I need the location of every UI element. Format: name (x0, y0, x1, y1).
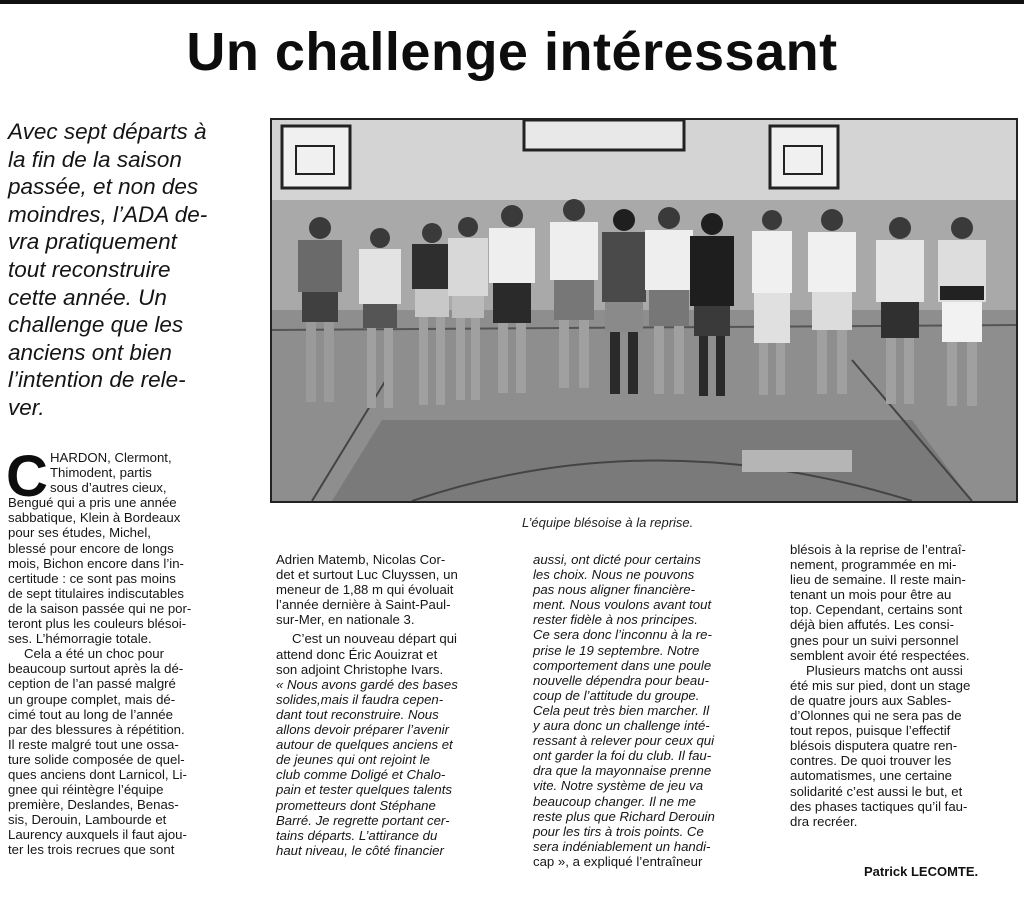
top-rule (0, 0, 1024, 4)
column-line: ment. Nous voulons avant tout (533, 597, 712, 613)
column-line: ception de l’an passé malgré (8, 676, 176, 692)
column-line: tains départs. L’attirance du (276, 827, 438, 843)
column-line: comportement dans une poule (533, 657, 712, 673)
article-intro (8, 118, 258, 422)
intro-line: cette année. Un (8, 284, 167, 310)
column-line: vite. Notre système de jeu va (533, 778, 704, 794)
column-line: pour ses études, Michel, (8, 525, 151, 541)
column-line: prise le 19 septembre. Notre (533, 642, 700, 658)
intro-line: passée, et non des (8, 174, 199, 200)
drop-cap: C (6, 444, 48, 509)
intro-line: challenge que les (8, 312, 184, 338)
intro-line: tout reconstruire (8, 256, 171, 282)
column-line: Ce sera donc l’inconnu à la re- (533, 627, 712, 643)
column-line: haut niveau, le côté financier (276, 842, 444, 858)
column-line: sous d’autres cieux, (50, 480, 167, 496)
column-line: Il reste malgré tout une ossa- (8, 736, 179, 752)
column-line: cap », a expliqué l’entraîneur (533, 853, 703, 869)
column-line: reste plus que Richard Derouin (533, 808, 715, 824)
column-line: attend donc Éric Aouizrat et (276, 646, 438, 662)
photo-caption: L’équipe blésoise à la reprise. (522, 515, 694, 530)
column-line: cimé tout au long de l’année (8, 706, 173, 722)
column-line: « Nous avons gardé des bases (276, 676, 458, 692)
column-line: y aura donc un challenge inté- (533, 718, 710, 734)
column-line: tout repos, puisque l’effectif (790, 723, 951, 739)
column-line: première, Deslandes, Benas- (8, 797, 179, 813)
column-line: pas nous aligner financière- (533, 582, 696, 598)
column-line: de quatre jours aux Sables- (790, 692, 952, 708)
intro-line: l’intention de rele- (8, 367, 186, 393)
column-line: C’est un nouveau départ qui (292, 631, 457, 647)
intro-line: vra pratiquement (8, 229, 177, 255)
column-line: dra recréer. (790, 813, 858, 829)
column-line: de jeunes qui ont rejoint le (276, 752, 430, 768)
column-line: teront plus les couleurs blésoi- (8, 616, 187, 632)
column-line: solidarité c’est aussi le but, et (790, 783, 963, 799)
text-column-2 (276, 552, 516, 858)
author-signature: Patrick LECOMTE. (864, 864, 979, 879)
column-line: gnes pour un suivi personnel (790, 632, 959, 648)
column-line: nement, programmée en mi- (790, 557, 957, 573)
column-line: contres. De quoi trouver les (790, 753, 952, 769)
intro-line: anciens ont bien (8, 339, 172, 365)
column-line: sera indéniablement un handi- (533, 838, 711, 854)
column-line: det et surtout Luc Cluyssen, un (276, 567, 458, 583)
column-line: sur-Mer, en nationale 3. (276, 612, 415, 628)
column-line: un groupe complet, mais dé- (8, 691, 176, 707)
column-line: lieu de semaine. Il reste main- (790, 572, 966, 588)
column-line: top. Cependant, certains sont (790, 602, 963, 618)
column-line: son adjoint Christophe Ivars. (276, 661, 444, 677)
column-line: automatismes, une certaine (790, 768, 952, 784)
intro-line: ver. (8, 394, 45, 420)
column-line: Cela peut très bien marcher. Il (533, 702, 710, 718)
column-line: Thimodent, partis (50, 465, 152, 481)
text-column-1 (6, 444, 260, 858)
column-line: coup de l’attitude du groupe. (533, 687, 700, 703)
column-line: de la saison passée qui ne por- (8, 600, 192, 616)
column-line: Plusieurs matchs ont aussi (806, 662, 963, 678)
column-line: été mis sur pied, dont un stage (790, 677, 971, 693)
column-line: beaucoup changer. Il ne me (533, 793, 697, 809)
column-line: déjà bien affutés. Les consi- (790, 617, 954, 633)
column-line: tenant un mois pour être au (790, 587, 952, 603)
text-column-4 (790, 542, 1018, 829)
column-line: ques anciens dont Larnicol, Li- (8, 766, 187, 782)
column-line: dant tout reconstruire. Nous (276, 706, 439, 722)
text-column-3 (533, 552, 773, 869)
article-title: Un challenge intéressant (186, 22, 838, 82)
column-line: des phases tactiques qu’il fau- (790, 798, 968, 814)
column-line: club comme Doligé et Chalo- (276, 767, 446, 783)
column-line: meneur de 1,88 m qui évoluait (276, 582, 454, 598)
column-line: blésois disputera quatre ren- (790, 738, 958, 754)
column-line: Cela a été un choc pour (24, 646, 165, 662)
column-line: ressant à relever pour ceux qui (533, 733, 715, 749)
column-line: Barré. Je regrette portant cer- (276, 812, 450, 828)
column-line: ter les trois recrues que sont (8, 842, 175, 858)
column-line: d’Olonnes qui ne sera pas de (790, 708, 962, 724)
column-line: pain et tester quelques talents (276, 782, 452, 798)
intro-line: la fin de la saison (8, 146, 182, 172)
column-line: allons devoir préparer l’avenir (276, 722, 449, 738)
column-line: l’année dernière à Saint-Paul- (276, 597, 451, 613)
column-line: solides,mais il faudra cepen- (276, 691, 444, 707)
column-line: les choix. Nous ne pouvons (533, 567, 695, 583)
column-line: rester fidèle à nos principes. (533, 612, 698, 628)
column-line: nouvelle dépendra pour beau- (533, 672, 709, 688)
column-line: certitude : ce sont pas moins (8, 570, 176, 586)
column-line: beaucoup surtout après la dé- (8, 661, 184, 677)
column-line: prometteurs dont Stéphane (276, 797, 436, 813)
column-line: sabbatique, Klein à Bordeaux (8, 510, 181, 526)
column-line: HARDON, Clermont, (50, 450, 172, 465)
column-line: mois, Bichon encore dans l’in- (8, 555, 184, 571)
column-line: blessé pour encore de longs (8, 540, 174, 556)
team-photo (270, 118, 1018, 503)
column-line: ont garder la foi du club. Il fau- (533, 748, 712, 764)
intro-line: moindres, l’ADA de- (8, 201, 208, 227)
column-line: dra que la mayonnaise prenne (533, 763, 712, 779)
column-line: aussi, ont dicté pour certains (533, 552, 701, 567)
column-line: semblent avoir été respectées. (790, 647, 970, 663)
column-line: Adrien Matemb, Nicolas Cor- (276, 552, 446, 567)
column-line: autour de quelques anciens et (276, 737, 453, 753)
column-line: ses. L’hémorragie totale. (8, 631, 152, 647)
column-line: gnee qui réintègre l’équipe (8, 782, 164, 798)
intro-line: Avec sept départs à (8, 119, 207, 144)
column-line: Laurency auxquels il faut ajou- (8, 827, 187, 843)
column-line: sis, Derouin, Lambourde et (8, 812, 167, 828)
column-line: de sept titulaires indiscutables (8, 585, 184, 601)
column-line: ture solide composée de quel- (8, 751, 185, 767)
column-line: par des blessures à répétition. (8, 721, 185, 737)
column-line: pour les tirs à trois points. Ce (533, 823, 704, 839)
column-line: blésois à la reprise de l’entraî- (790, 542, 966, 557)
column-line: Bengué qui a pris une année (8, 495, 177, 511)
